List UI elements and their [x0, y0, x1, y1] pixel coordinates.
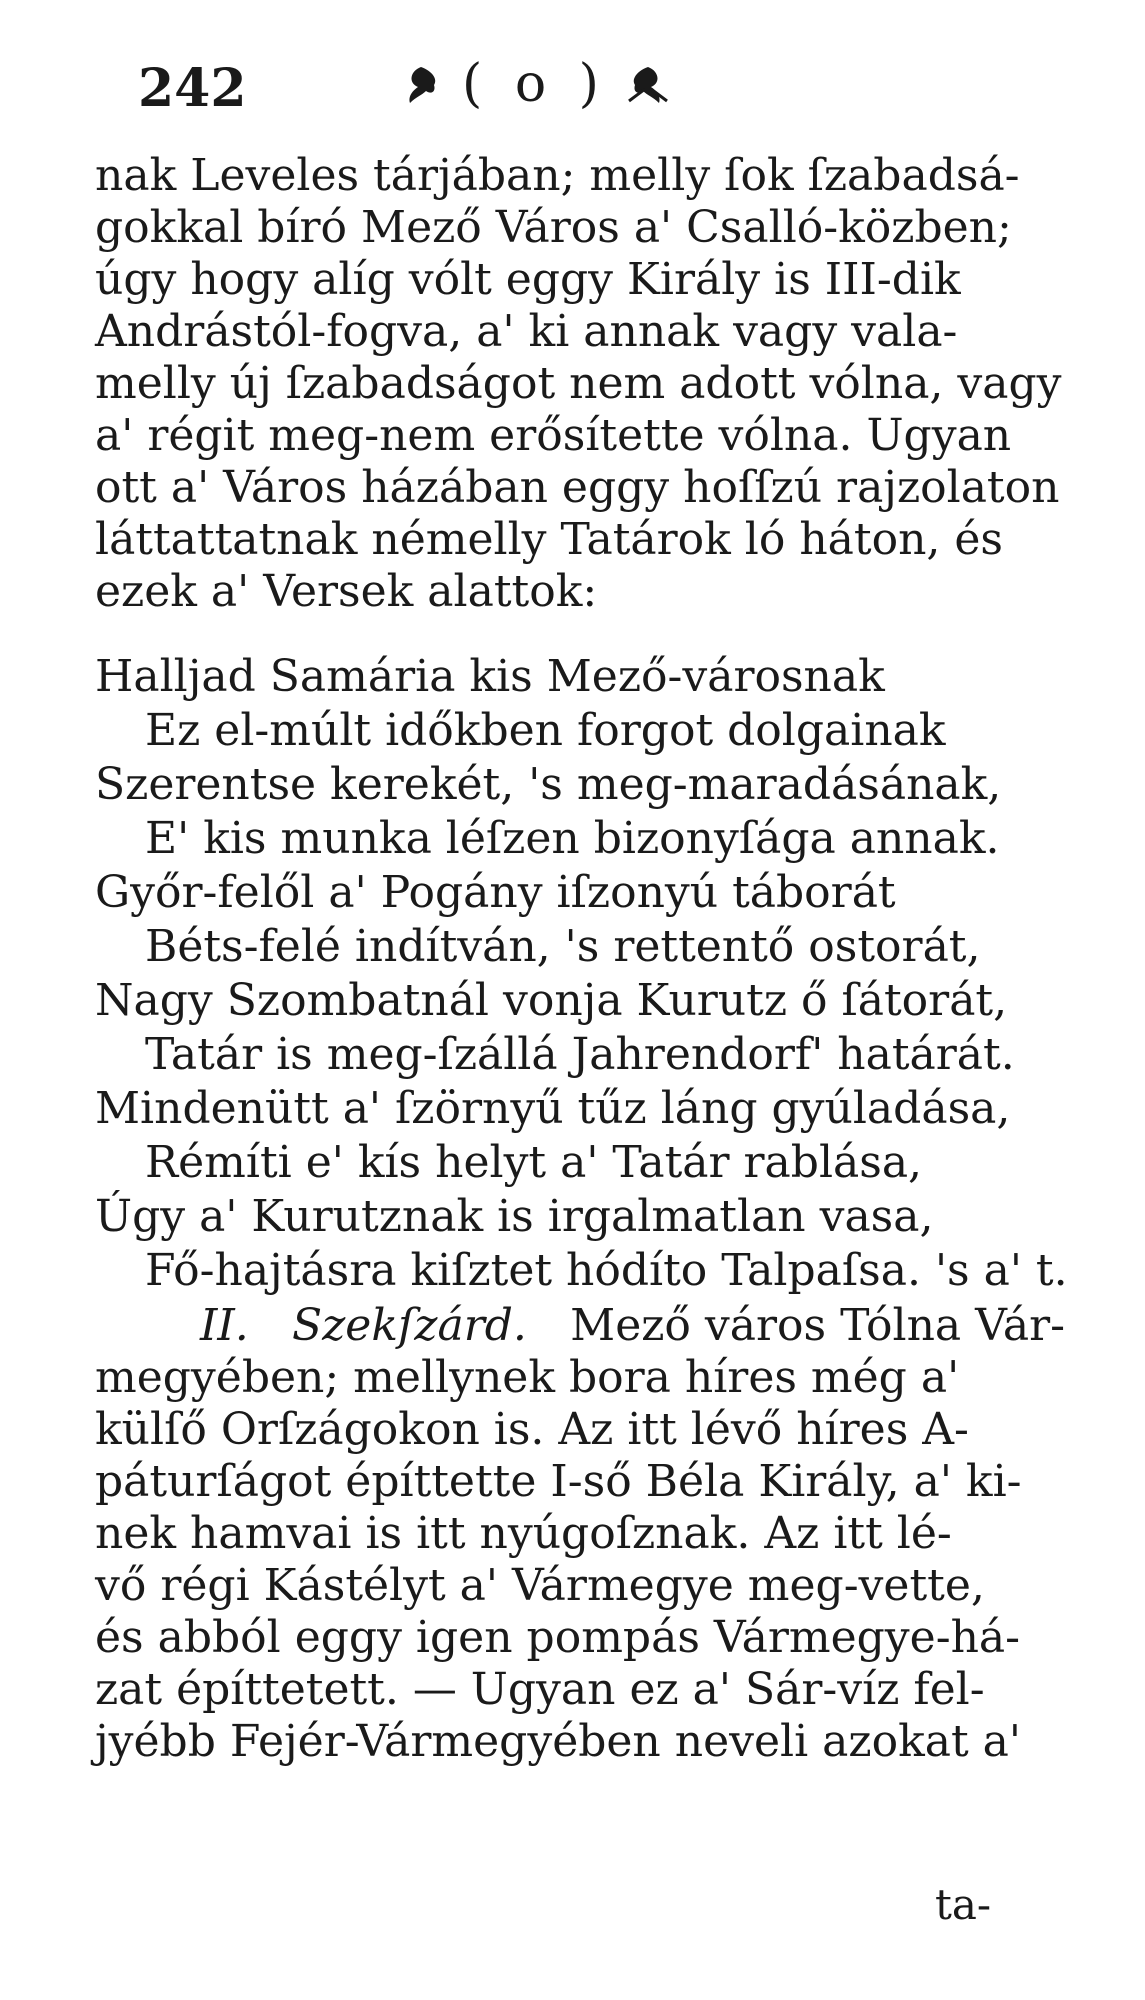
verse-line: Nagy Szombatnál vonja Kurutz ő ſátorát,: [95, 975, 1008, 1026]
verse-line: Ez el-múlt időkben forgot dolgainak: [145, 705, 946, 756]
page-header: [0, 48, 1145, 128]
text-line: megyében; mellynek bora híres még a': [95, 1352, 960, 1403]
text-line: a' régit meg-nem erősítette vólna. Ugyan: [95, 410, 1012, 461]
section-number: II.: [200, 1300, 249, 1351]
text-line: ezek a' Versek alattok:: [95, 566, 598, 617]
verse-line: Rémíti e' kís helyt a' Tatár rablása,: [145, 1137, 923, 1188]
text-line: melly új ſzabadságot nem adott vólna, vagy: [95, 358, 1062, 409]
text-line: vő régi Kástélyt a' Vármegye meg-vette,: [95, 1560, 985, 1611]
verse-line: Halljad Samária kis Mező-városnak: [95, 651, 885, 702]
text-line: láttattatnak némelly Tatárok ló háton, és: [95, 514, 1003, 565]
section-szekszard: [95, 1300, 1065, 1768]
verse-line: Tatár is meg-ſzállá Jahrendorf' határát.: [145, 1029, 1015, 1080]
section-title: Szekſzárd.: [291, 1300, 527, 1351]
text-line: ott a' Város házában eggy hoſſzú rajzolaton: [95, 462, 1060, 513]
prose-paragraph: [95, 150, 1065, 618]
verse-line: Úgy a' Kurutznak is irgalmatlan vasa,: [95, 1191, 934, 1242]
text-line: külſő Orſzágokon is. Az itt lévő híres A-: [95, 1404, 969, 1455]
text-line: páturſágot építtette I-ső Béla Király, a' ki-: [95, 1456, 1022, 1507]
verse-line: Fő-hajtásra kiſztet hódíto Talpaſsa. 's a' t.: [145, 1245, 1068, 1296]
verse-line: E' kis munka léſzen bizonyſága annak.: [145, 813, 1000, 864]
verse-line: Mindenütt a' ſzörnyű tűz láng gyúladása,: [95, 1083, 1011, 1134]
text-line: nak Leveles tárjában; melly ſok ſzabadsá-: [95, 150, 1020, 201]
verse-line: Szerentse kerekét, 's meg-maradásának,: [95, 759, 1002, 810]
page-number: 242: [138, 58, 247, 119]
section-heading-line: [95, 1300, 1065, 1352]
text-line: jyébb Fejér-Vármegyében neveli azokat a': [95, 1716, 1021, 1767]
running-head: [398, 54, 671, 114]
text-line: zat építtetett. — Ugyan ez a' Sár-víz fel-: [95, 1664, 985, 1715]
verse-line: Béts-felé indítván, 's rettentő ostorát,: [145, 921, 981, 972]
catchword: ta-: [935, 1880, 992, 1929]
running-head-mark: ( o ): [462, 54, 607, 114]
text-line: Mező város Tólna Vár-: [570, 1300, 1065, 1351]
text-line: úgy hogy alíg vólt eggy Király is III-dik: [95, 254, 961, 305]
text-line: gokkal bíró Mező Város a' Csalló-közben;: [95, 202, 1012, 253]
verse-block: [95, 650, 1095, 1298]
text-line: nek hamvai is itt nyúgoſznak. Az itt lé-: [95, 1508, 952, 1559]
right-fleuron-icon: [625, 61, 671, 107]
verse-line: Győr-felől a' Pogány iſzonyú táborát: [95, 867, 896, 918]
left-fleuron-icon: [398, 61, 444, 107]
text-line: és abból eggy igen pompás Vármegye-há-: [95, 1612, 1021, 1663]
text-line: Andrástól-fogva, a' ki annak vagy vala-: [95, 306, 958, 357]
